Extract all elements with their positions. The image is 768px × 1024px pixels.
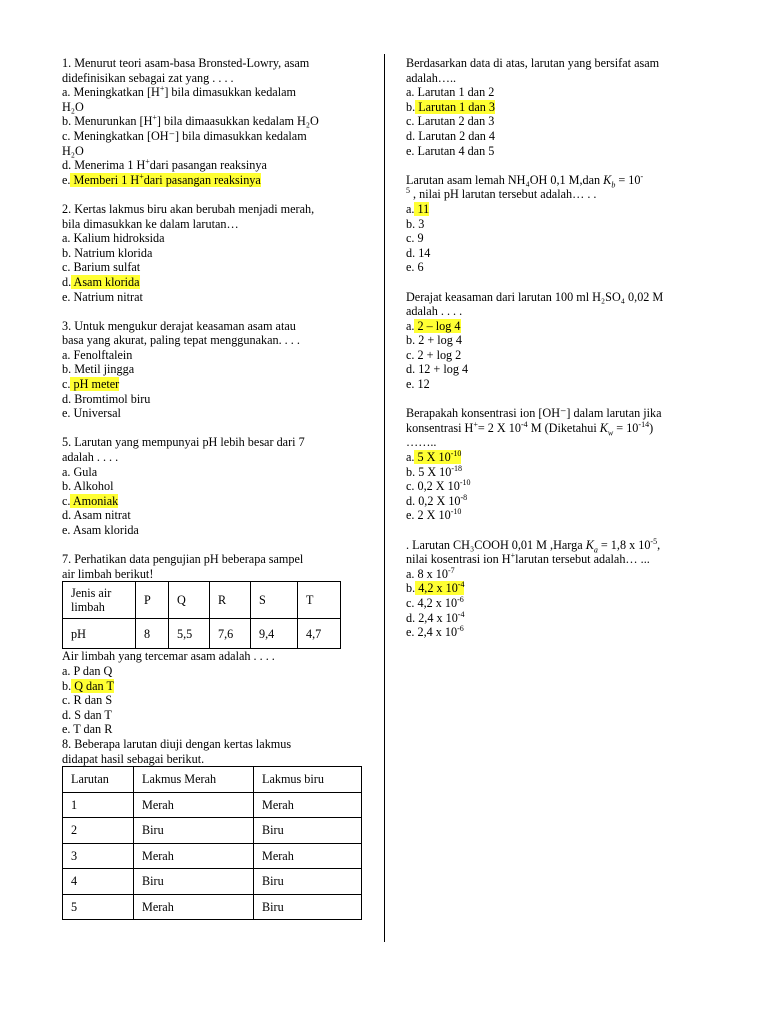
table-cell: Lakmus biru: [254, 767, 362, 793]
question-12-option-a[interactable]: a. 8 x $10^{-7}$: [406, 565, 455, 581]
question-8-option-b[interactable]: b. Larutan 1 dan 3: [406, 99, 496, 114]
table-cell: R: [210, 582, 251, 619]
question-1-option-e[interactable]: e. Memberi 1 H+dari pasangan reaksinya: [62, 171, 261, 187]
question-7-option-c[interactable]: c. R dan S: [62, 693, 113, 708]
table-cell: 7,6: [210, 619, 251, 649]
question-7-option-b[interactable]: b. Q dan T: [62, 678, 114, 693]
question-1-option-b[interactable]: b. Menurunkan [H+] bila dimaasukkan kedalam H₂O: [62, 113, 319, 129]
table-row: [63, 869, 362, 895]
question-7-stem-line-2: air limbah berikut!: [62, 566, 154, 581]
table-row: [63, 843, 362, 869]
question-8-continued: [406, 56, 718, 158]
question-2-option-e[interactable]: e. Natrium nitrat: [62, 289, 143, 304]
table-cell: T: [298, 582, 341, 619]
question-2: [62, 202, 368, 304]
table-cell: 5,5: [169, 619, 210, 649]
question-3-option-a[interactable]: a. Fenolftalein: [62, 347, 133, 362]
table-cell: Larutan: [63, 767, 134, 793]
question-9: [406, 173, 718, 275]
question-12-option-c[interactable]: c. 4,2 x $10^{-6}$: [406, 594, 464, 610]
question-5-option-a[interactable]: a. Gula: [62, 464, 98, 479]
question-5-stem-line-1: 5. Larutan yang mempunyai pH lebih besar dari 7: [62, 435, 305, 450]
question-2-option-c[interactable]: c. Barium sulfat: [62, 260, 141, 275]
question-3-stem-line-1: 3. Untuk mengukur derajat keasaman asam atau: [62, 318, 296, 333]
table-header-row: [63, 582, 341, 619]
question-9-option-a[interactable]: a. 11: [406, 201, 430, 216]
question-5-option-d[interactable]: d. Asam nitrat: [62, 508, 131, 523]
question-8-option-a[interactable]: a. Larutan 1 dan 2: [406, 85, 495, 100]
answer-highlight: Q dan T: [71, 678, 114, 693]
table-cell: P: [136, 582, 169, 619]
table-row: [63, 894, 362, 920]
table-row: [63, 792, 362, 818]
question-5-option-c[interactable]: c. Amoniak: [62, 493, 119, 508]
question-1-option-d[interactable]: d. Menerima 1 H+dari pasangan reaksinya: [62, 157, 267, 173]
question-3-option-c[interactable]: c. pH meter: [62, 377, 120, 392]
question-8-stem-line-2: didapat hasil sebagai berikut.: [62, 751, 205, 766]
question-11-stem-line-3: ……..: [406, 435, 437, 450]
column-divider: [384, 54, 385, 942]
question-12-stem-line-2: nilai kosentrasi ion H+larutan tersebut adalah… ...: [406, 551, 650, 567]
table-cell: 9,4: [251, 619, 298, 649]
table-row: [63, 818, 362, 844]
table-cell: Jenis air limbah: [63, 582, 136, 619]
question-8-option-c[interactable]: c. Larutan 2 dan 3: [406, 114, 495, 129]
answer-highlight: 5 X $10^{-10}$: [414, 448, 462, 465]
question-8-option-d[interactable]: d. Larutan 2 dan 4: [406, 128, 496, 143]
question-2-option-d[interactable]: d. Asam klorida: [62, 274, 140, 289]
question-7: [62, 552, 368, 737]
table-cell: 2: [63, 818, 134, 844]
answer-highlight: 2 – log 4: [414, 318, 461, 333]
answer-highlight: Memberi 1 H+dari pasangan reaksinya: [70, 171, 261, 187]
question-9-stem-line-2: $^5$ , nilai pH larutan tersebut adalah… . .: [406, 186, 597, 202]
question-11: [406, 406, 718, 523]
table-cell: pH: [63, 619, 136, 649]
question-9-stem-line-1: Larutan asam lemah NH₄OH 0,1 M,dan $K_b = 10^-$: [406, 171, 644, 190]
question-8-option-e[interactable]: e. Larutan 4 dan 5: [406, 143, 495, 158]
question-5: [62, 435, 368, 537]
answer-highlight: Asam klorida: [71, 274, 140, 289]
question-11-stem-line-1: Berapakah konsentrasi ion [OH⁻] dalam larutan jika: [406, 406, 662, 421]
question-11-option-a[interactable]: a. 5 X $10^{-10}$: [406, 448, 462, 465]
question-2-option-b[interactable]: b. Natrium klorida: [62, 245, 153, 260]
question-9-option-d[interactable]: d. 14: [406, 245, 431, 260]
question-10-option-a[interactable]: a. 2 – log 4: [406, 318, 461, 333]
question-11-stem-line-2: konsentrasi H+= 2 X $10^{-4}$ M (Diketahui $K_w = 10^{-14}$): [406, 419, 654, 438]
question-12: [406, 538, 718, 640]
table-cell: Biru: [254, 869, 362, 895]
table-cell: Biru: [254, 894, 362, 920]
question-11-option-d[interactable]: d. 0,2 X $10^{-8}$: [406, 492, 468, 508]
question-11-option-b[interactable]: b. 5 X $10^{-18}$: [406, 463, 463, 479]
question-9-option-e[interactable]: e. 6: [406, 260, 424, 275]
table-cell: Merah: [134, 894, 254, 920]
question-5-stem-line-2: adalah . . . .: [62, 450, 119, 465]
question-10-option-b[interactable]: b. 2 + log 4: [406, 333, 462, 348]
question-9-option-c[interactable]: c. 9: [406, 231, 424, 246]
question-7-stem-line-1: 7. Perhatikan data pengujian pH beberapa sampel: [62, 552, 304, 567]
question-1-option-c[interactable]: c. Meningkatkan [OH⁻] bila dimasukkan kedalam H₂O: [62, 128, 307, 158]
question-5-option-b[interactable]: b. Alkohol: [62, 479, 114, 494]
table-cell: 8: [136, 619, 169, 649]
question-11-option-e[interactable]: e. 2 X $10^{-10}$: [406, 507, 462, 523]
table-cell: Q: [169, 582, 210, 619]
table-row: [63, 619, 341, 649]
table-cell: 4,7: [298, 619, 341, 649]
question-7-option-d[interactable]: d. S dan T: [62, 707, 112, 722]
answer-highlight: pH meter: [70, 377, 120, 392]
question-7-question: Air limbah yang tercemar asam adalah . . . .: [62, 649, 275, 664]
question-2-option-a[interactable]: a. Kalium hidroksida: [62, 231, 165, 246]
question-11-option-c[interactable]: c. 0,2 X $10^{-10}$: [406, 478, 471, 494]
question-8-cont-stem-line-1: Berdasarkan data di atas, larutan yang bersifat asam: [406, 56, 660, 70]
question-1-option-a[interactable]: a. Meningkatkan [H+] bila dimasukkan kedalam H₂O: [62, 84, 296, 114]
table-cell: Merah: [254, 843, 362, 869]
table-cell: Merah: [254, 792, 362, 818]
question-5-option-e[interactable]: e. Asam klorida: [62, 523, 139, 537]
ph-data-table: [62, 581, 341, 649]
table-header-row: [63, 767, 362, 793]
question-2-stem-line-1: 2. Kertas lakmus biru akan berubah menjadi merah,: [62, 201, 315, 216]
table-cell: Biru: [254, 818, 362, 844]
question-7-option-a[interactable]: a. P dan Q: [62, 663, 113, 678]
question-10-option-e[interactable]: e. 12: [406, 377, 430, 392]
question-3-stem-line-2: basa yang akurat, paling tepat menggunakan. . . .: [62, 333, 300, 348]
question-3-option-b[interactable]: b. Metil jingga: [62, 362, 135, 377]
question-12-option-d[interactable]: d. 2,4 x $10^{-4}$: [406, 609, 465, 625]
table-cell: 5: [63, 894, 134, 920]
question-12-option-b[interactable]: b. 4,2 x $10^{-4}$: [406, 580, 465, 596]
table-cell: S: [251, 582, 298, 619]
question-1-stem-line-2: didefinisikan sebagai zat yang . . . .: [62, 70, 234, 85]
right-column: [406, 56, 718, 640]
answer-highlight: 4,2 x $10^{-4}$: [415, 580, 465, 596]
question-9-option-b[interactable]: b. 3: [406, 216, 425, 231]
table-cell: 3: [63, 843, 134, 869]
question-12-option-e[interactable]: e. 2,4 x $10^{-6}$: [406, 624, 464, 640]
answer-highlight: 11: [414, 201, 430, 216]
question-3-option-e[interactable]: e. Universal: [62, 406, 121, 421]
question-2-stem-line-2: bila dimasukkan ke dalam larutan…: [62, 216, 239, 231]
question-10-stem-line-1: Derajat keasaman dari larutan 100 ml H₂SO₄ 0,02 M: [406, 289, 664, 304]
question-1: [62, 56, 368, 187]
question-10-stem-line-2: adalah . . . .: [406, 304, 463, 319]
table-cell: Merah: [134, 843, 254, 869]
table-cell: Lakmus Merah: [134, 767, 254, 793]
question-10-option-d[interactable]: d. 12 + log 4: [406, 362, 469, 377]
question-3: [62, 319, 368, 421]
table-cell: Biru: [134, 818, 254, 844]
question-8-stem-line-1: 8. Beberapa larutan diuji dengan kertas lakmus: [62, 736, 292, 751]
table-cell: 4: [63, 869, 134, 895]
table-cell: 1: [63, 792, 134, 818]
question-8-cont-stem-line-2: adalah…..: [406, 70, 457, 85]
answer-highlight: Amoniak: [70, 493, 119, 508]
left-column: [62, 56, 368, 920]
table-cell: Biru: [134, 869, 254, 895]
table-cell: Merah: [134, 792, 254, 818]
question-7-option-e[interactable]: e. T dan R: [62, 722, 113, 737]
question-3-option-d[interactable]: d. Bromtimol biru: [62, 391, 151, 406]
litmus-table: [62, 766, 362, 920]
question-1-stem-line-1: 1. Menurut teori asam-basa Bronsted-Lowry, asam: [62, 56, 310, 70]
question-10: [406, 290, 718, 392]
question-10-option-c[interactable]: c. 2 + log 2: [406, 347, 462, 362]
answer-highlight: Larutan 1 dan 3: [415, 99, 496, 114]
question-12-stem-line-1: . Larutan CH₃COOH 0,01 M ,Harga $K_a = 1,8$ x $10^{-5}$,: [406, 536, 661, 555]
question-8: [62, 737, 368, 920]
